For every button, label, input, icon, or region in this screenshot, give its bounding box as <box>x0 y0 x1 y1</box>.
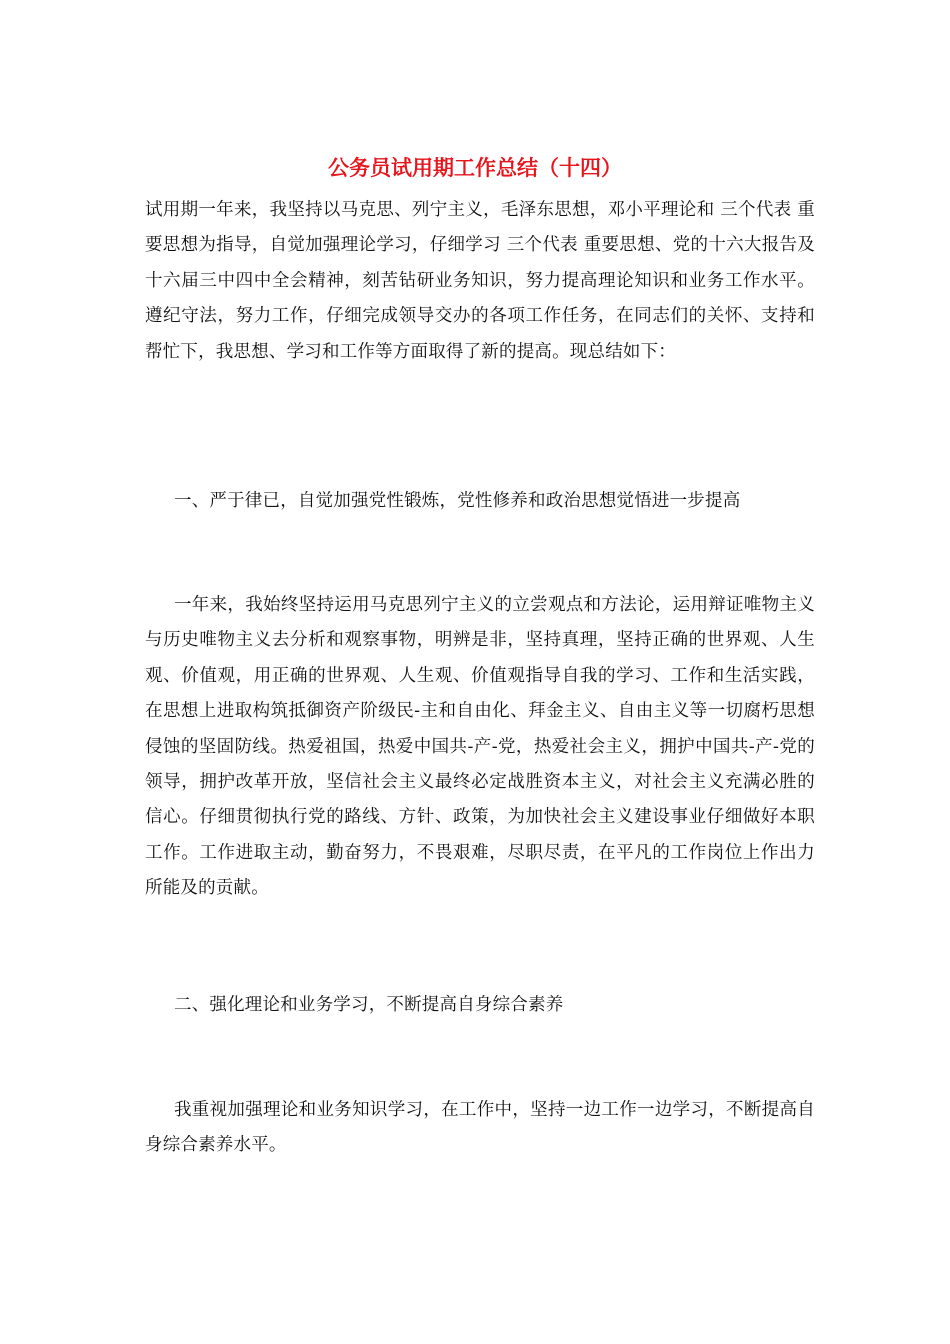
section-2-body: 我重视加强理论和业务知识学习，在工作中，坚持一边工作一边学习，不断提高自身综合素养水平。 <box>145 1100 815 1156</box>
intro-paragraph: 试用期一年来，我坚持以马克思、列宁主义，毛泽东思想，邓小平理论和 三个代表 重要思想为指导，自觉加强理论学习，仔细学习 三个代表 重要思想、党的十六大报告及十六届三中四中全会精神，刻苦钻研业务知识，努力提高理论知识和业务工作水平。遵纪守法，努力工作，仔细完成领导交办的各项工作任务，在同志们的关怀、支持和帮忙下，我思想、学习和工作等方面取得了新的提高。现总结如下： <box>145 200 815 362</box>
section-2-heading: 二、强化理论和业务学习，不断提高自身综合素养 <box>174 995 564 1015</box>
section-1-body: 一年来，我始终坚持运用马克思列宁主义的立尝观点和方法论，运用辩证唯物主义与历史唯物主义去分析和观察事物，明辨是非，坚持真理，坚持正确的世界观、人生观、价值观，用正确的世界观、人生观、价值观指导自我的学习、工作和生活实践，在思想上进取构筑抵御资产阶级民-主和自由化、拜金主义、自由主义等一切腐朽思想侵蚀的坚固防线。热爱祖国，热爱中国共-产-党，热爱社会主义，拥护中国共-产-党的领导，拥护改革开放，坚信社会主义最终必定战胜资本主义，对社会主义充满必胜的信心。仔细贯彻执行党的路线、方针、政策，为加快社会主义建设事业仔细做好本职工作。工作进取主动，勤奋努力，不畏艰难，尽职尽责，在平凡的工作岗位上作出力所能及的贡献。 <box>145 595 815 899</box>
document-title: 公务员试用期工作总结（十四） <box>328 156 622 180</box>
section-1-heading: 一、严于律已，自觉加强党性锻炼，党性修养和政治思想觉悟进一步提高 <box>174 491 741 511</box>
